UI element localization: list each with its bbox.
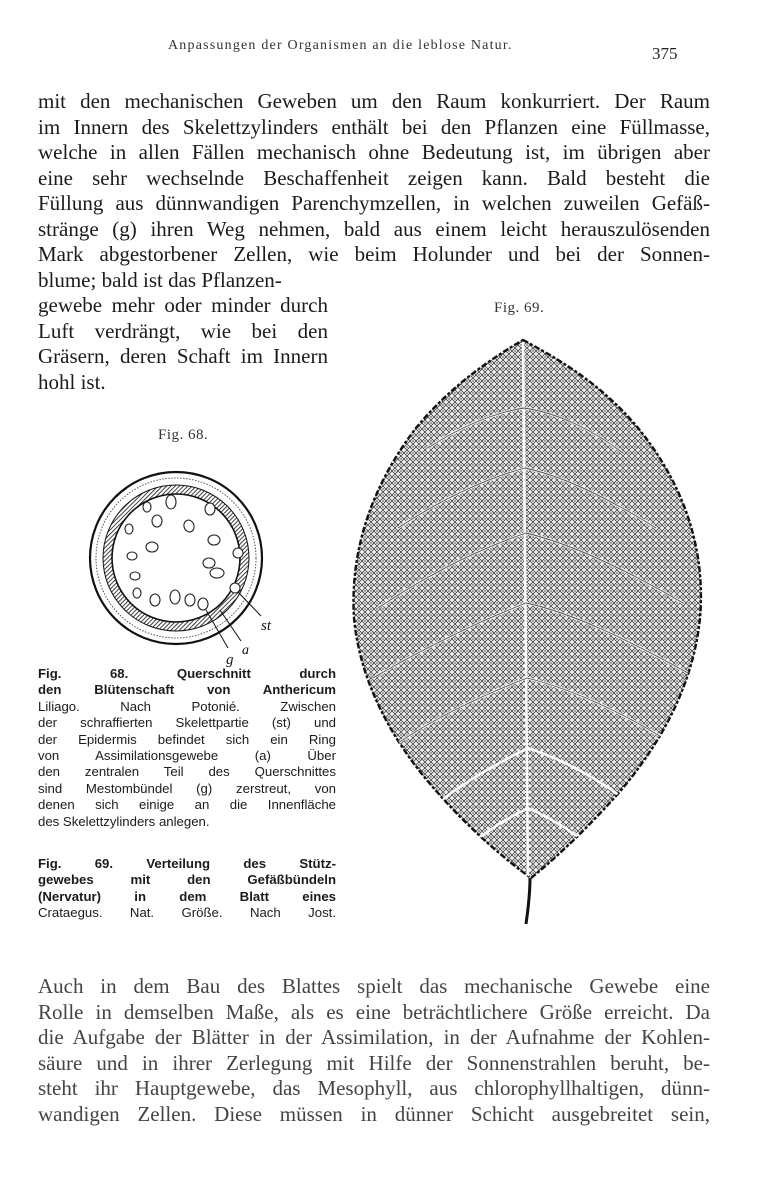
caption-line: (Nervatur) in dem Blatt eines <box>38 888 336 904</box>
callout-st: st <box>261 618 272 634</box>
text-line: Luft verdrängt, wie bei den <box>38 318 328 343</box>
text-line: säure und in ihrer Zerlegung mit Hilfe der Sonnenstrahlen beruht, be- <box>38 1050 710 1075</box>
text-line: Auch in dem Bau des Blattes spielt das mechanische Gewebe eine <box>38 974 710 998</box>
text-line: Rolle in demselben Maße, als es eine beträchtlichere Größe erreicht. Da <box>38 999 710 1024</box>
caption-line: der schraffierten Skelettpartie (st) und <box>38 715 336 731</box>
text-line: blume; bald ist das Pflanzen- <box>38 267 282 292</box>
caption-line: von Assimilationsgewebe (a) Über <box>38 748 336 764</box>
caption-line: Crataegus. Nat. Größe. Nach Jost. <box>38 905 336 921</box>
caption-line: gewebes mit den Gefäßbündeln <box>38 872 336 888</box>
caption-line: Liliago. Nach Potonié. Zwischen <box>38 698 336 714</box>
caption-line: des Skelettzylinders anlegen. <box>38 813 210 829</box>
text-line: hohl ist. <box>38 369 106 394</box>
callout-g: g <box>226 652 234 668</box>
figure-69-leaf <box>338 318 716 930</box>
text-line: wandigen Zellen. Diese müssen in dünner Schicht ausgebreitet sein, <box>38 1101 710 1126</box>
figure-69-caption <box>38 856 336 922</box>
paragraph-1-narrow <box>38 293 328 395</box>
text-line: mit den mechanischen Geweben um den Raum konkurriert. Der Raum <box>38 89 710 113</box>
text-line: welche in allen Fällen mechanisch ohne Bedeutung ist, im übrigen aber <box>38 140 710 164</box>
caption-line: sind Mestombündel (g) zerstreut, von <box>38 780 336 796</box>
text-line: Mark abgestorbener Zellen, wie beim Holunder und bei der Sonnen- <box>38 242 710 266</box>
figure-69-label: Fig. 69. <box>494 300 545 316</box>
text-line: Füllung aus dünnwandigen Parenchymzellen, in welchen zuweilen Gefäß- <box>38 191 710 215</box>
text-line: im Innern des Skelettzylinders enthält bei den Pflanzen eine Füllmasse, <box>38 114 710 139</box>
text-line: steht ihr Hauptgewebe, das Mesophyll, aus chlorophyllhaltigen, dünn- <box>38 1076 710 1100</box>
text-line: eine sehr wechselnde Beschaffenheit zeigen kann. Bald besteht die <box>38 165 710 190</box>
figure-68-caption <box>38 666 336 830</box>
caption-line: den zentralen Teil des Querschnittes <box>38 764 336 780</box>
page-number: 375 <box>652 44 678 63</box>
paragraph-2 <box>38 974 710 1127</box>
figure-68-cross-section <box>78 468 298 668</box>
text-line: stränge (g) ihren Weg nehmen, bald aus einem leicht herauszulösenden <box>38 216 710 241</box>
caption-line: Fig. 69. Verteilung des Stütz- <box>38 856 336 871</box>
text-line: Gräsern, deren Schaft im Innern <box>38 344 328 368</box>
text-line: gewebe mehr oder minder durch <box>38 293 328 317</box>
caption-line: denen sich einige an die Innenfläche <box>38 797 336 813</box>
caption-line: der Epidermis befindet sich ein Ring <box>38 731 336 747</box>
paragraph-1 <box>38 89 710 293</box>
caption-line: Fig. 68. Querschnitt durch <box>38 666 336 681</box>
callout-a: a <box>242 643 249 658</box>
running-title: Anpassungen der Organismen an die leblose Natur. <box>168 38 513 53</box>
text-line: die Aufgabe der Blätter in der Assimilation, in der Aufnahme der Kohlen- <box>38 1025 710 1049</box>
caption-line: den Blütenschaft von Anthericum <box>38 682 336 698</box>
figure-68-label: Fig. 68. <box>158 427 209 443</box>
